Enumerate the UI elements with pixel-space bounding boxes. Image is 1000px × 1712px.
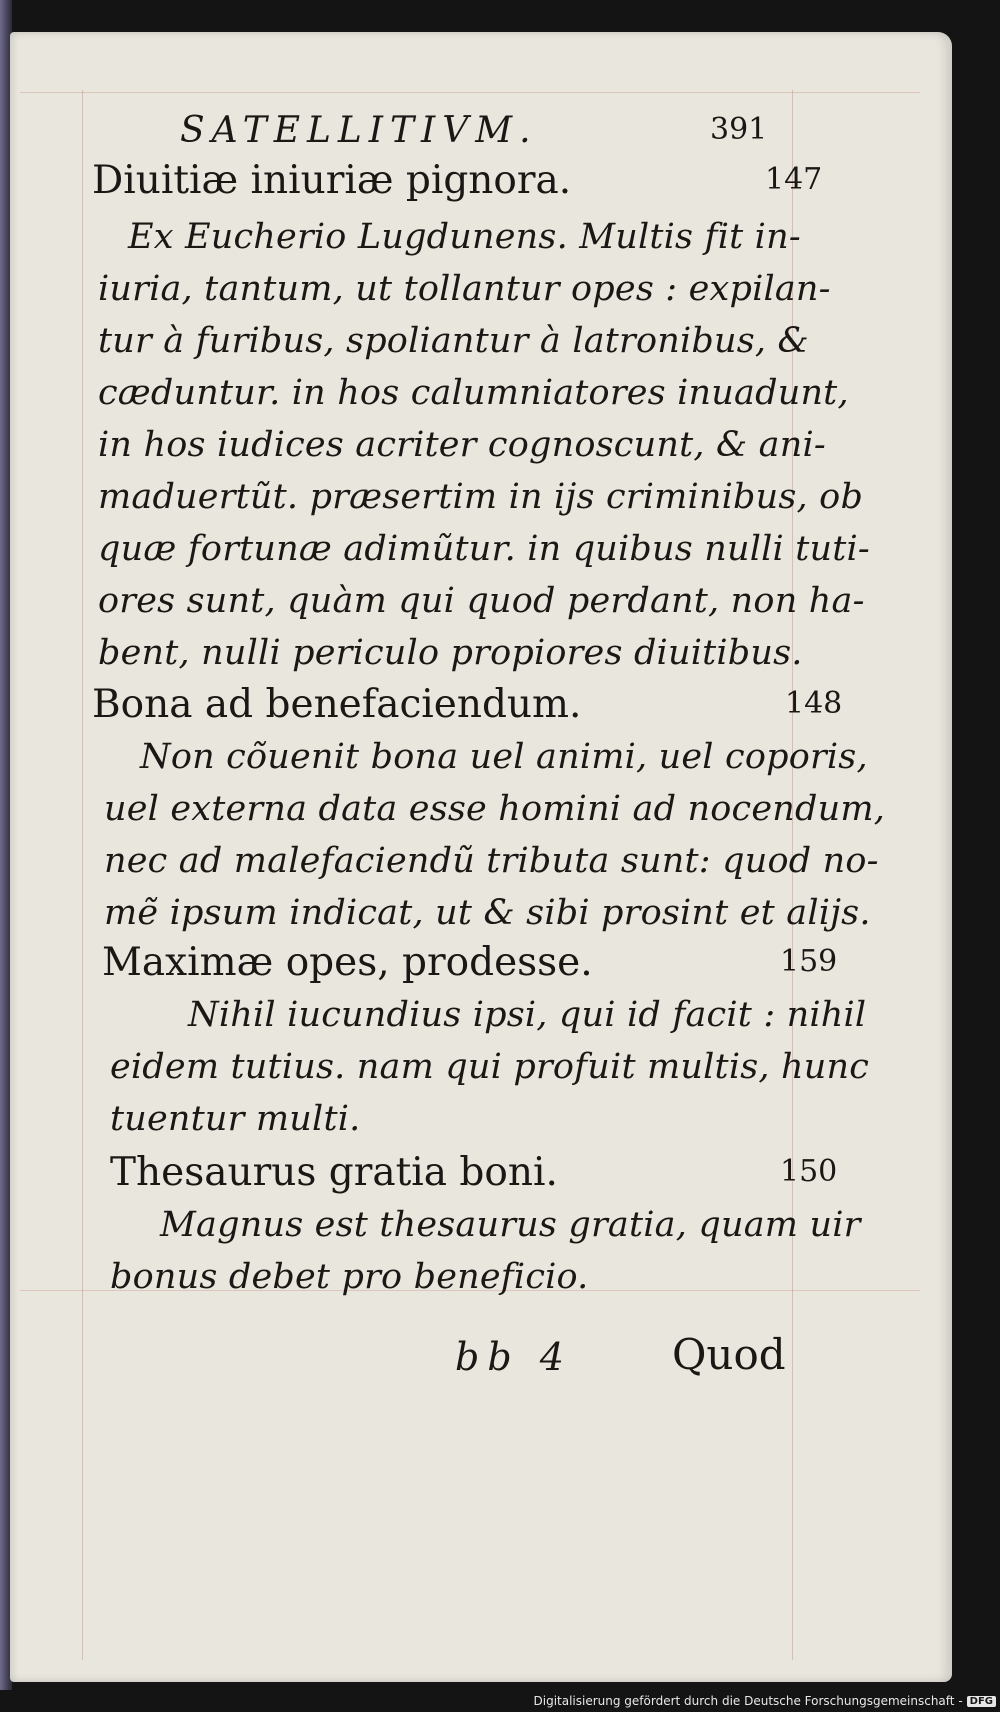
running-head: SATELLITIVM. bbox=[180, 110, 538, 151]
catchword: Quod bbox=[672, 1330, 786, 1379]
section-heading: Bona ad benefaciendum. bbox=[92, 682, 582, 727]
section-number: 147 bbox=[765, 162, 823, 197]
text-line: quæ fortunæ adimũtur. in quibus nulli tuti- bbox=[98, 529, 870, 569]
text-line: maduertũt. præsertim in ijs criminibus, ob bbox=[98, 477, 864, 517]
digitization-footer bbox=[0, 1694, 996, 1708]
page-number: 391 bbox=[710, 112, 768, 147]
section-number: 148 bbox=[785, 686, 843, 721]
book-page bbox=[10, 32, 952, 1682]
text-line: Non cõuenit bona uel animi, uel coporis, bbox=[140, 737, 868, 777]
text-line: ores sunt, quàm qui quod perdant, non ha- bbox=[98, 581, 865, 621]
text-line: iuria, tantum, ut tollantur opes : expilan- bbox=[98, 269, 831, 309]
text-line: mẽ ipsum indicat, ut & sibi prosint et alijs. bbox=[104, 893, 871, 933]
margin-rule-left bbox=[82, 90, 83, 1660]
signature-mark: bb 4 bbox=[455, 1335, 572, 1379]
section-heading: Diuitiæ iniuriæ pignora. bbox=[92, 158, 572, 203]
text-line: Nihil iucundius ipsi, qui id facit : nihil bbox=[188, 995, 867, 1035]
text-line: in hos iudices acriter cognoscunt, & ani- bbox=[98, 425, 826, 465]
footer-text: Digitalisierung gefördert durch die Deutsche Forschungsgemeinschaft - bbox=[533, 1694, 963, 1708]
section-number: 150 bbox=[780, 1154, 838, 1189]
text-line: bent, nulli periculo propiores diuitibus. bbox=[98, 633, 803, 673]
margin-rule-top bbox=[20, 92, 920, 93]
text-line: tuentur multi. bbox=[110, 1099, 361, 1139]
section-heading: Thesaurus gratia boni. bbox=[110, 1150, 558, 1195]
text-line: uel externa data esse homini ad nocendum, bbox=[104, 789, 886, 829]
section-heading: Maximæ opes, prodesse. bbox=[102, 940, 593, 985]
text-line: Magnus est thesaurus gratia, quam uir bbox=[160, 1205, 861, 1245]
text-line: nec ad malefaciendũ tributa sunt: quod no- bbox=[104, 841, 879, 881]
dfg-logo: DFG bbox=[967, 1696, 996, 1707]
text-line: bonus debet pro beneficio. bbox=[110, 1257, 589, 1297]
text-line: eidem tutius. nam qui profuit multis, hunc bbox=[110, 1047, 870, 1087]
text-line: Ex Eucherio Lugdunens. Multis fit in- bbox=[128, 217, 801, 257]
text-line: tur à furibus, spoliantur à latronibus, & bbox=[98, 321, 809, 361]
section-number: 159 bbox=[780, 944, 838, 979]
text-line: cæduntur. in hos calumniatores inuadunt, bbox=[98, 373, 849, 413]
